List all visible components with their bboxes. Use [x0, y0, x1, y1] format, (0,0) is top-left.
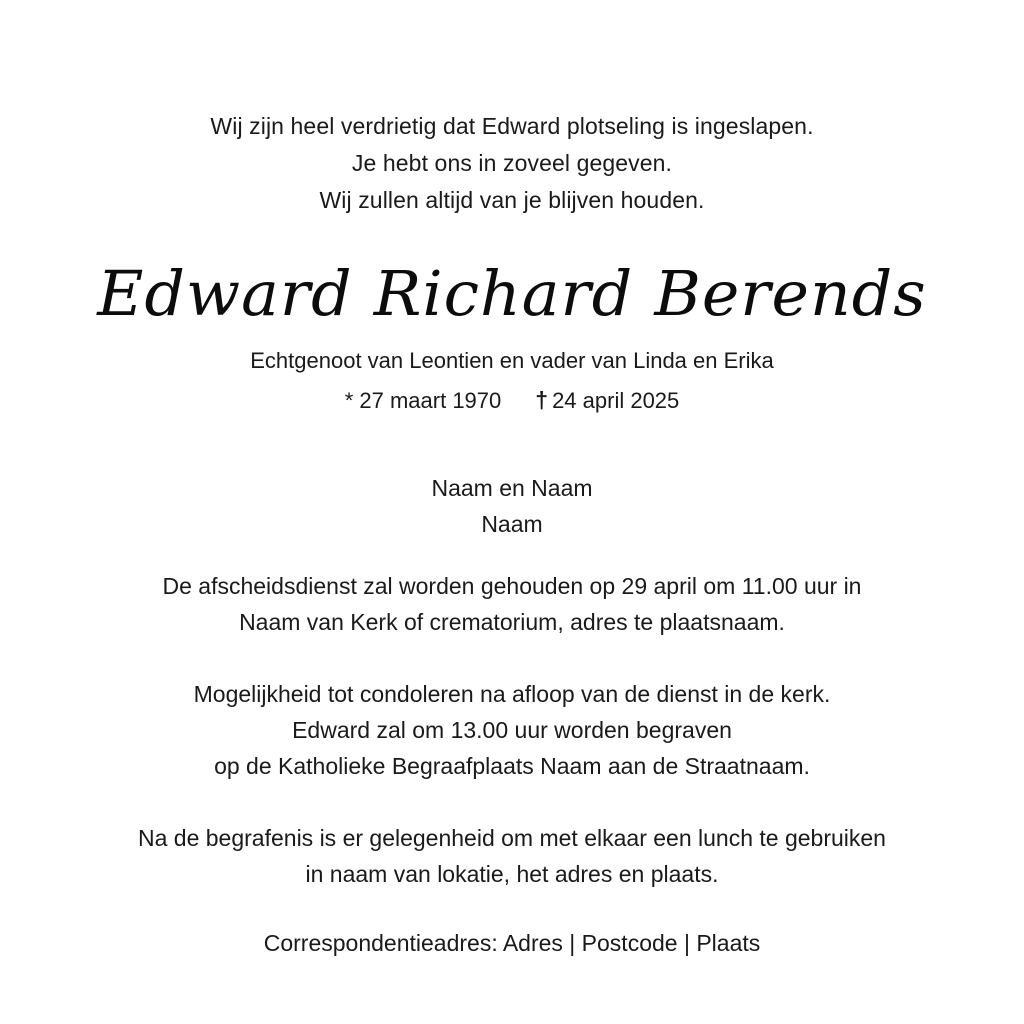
relation-line: Echtgenoot van Leontien en vader van Linda en Erika: [250, 348, 774, 373]
service-line-1: De afscheidsdienst zal worden gehouden op 29 april om 11.00 uur in: [162, 573, 862, 599]
survivors-line-1: Naam en Naam: [431, 475, 593, 501]
survivors-line-2: Naam: [481, 511, 543, 537]
birth-date: * 27 maart 1970: [344, 388, 502, 413]
condolence-line-2: Edward zal om 13.00 uur worden begraven: [292, 717, 732, 743]
deceased-name: Edward Richard Berends: [97, 257, 927, 330]
condolence-details: [194, 676, 831, 784]
death-date: [535, 383, 679, 418]
correspondence-address: Correspondentieadres: Adres | Postcode | Plaats: [263, 930, 761, 956]
lunch-line-1: Na de begrafenis is er gelegenheid om met elkaar een lunch te gebruiken: [138, 825, 886, 851]
intro-line-1: Wij zijn heel verdrietig dat Edward plotseling is ingeslapen.: [210, 113, 814, 139]
intro-line-2: Je hebt ons in zoveel gegeven.: [351, 150, 673, 176]
condolence-line-1: Mogelijkheid tot condoleren na afloop van de dienst in de kerk.: [193, 681, 831, 707]
name-block: [60, 255, 964, 418]
life-dates: [60, 383, 964, 418]
lunch-line-2: in naam van lokatie, het adres en plaats.: [305, 861, 719, 887]
death-date-text: 24 april 2025: [552, 388, 680, 413]
condolence-line-3: op de Katholieke Begraafplaats Naam aan de Straatnaam.: [214, 753, 810, 779]
survivors-block: [431, 470, 592, 542]
intro-message: [210, 108, 813, 219]
intro-line-3: Wij zullen altijd van je blijven houden.: [319, 187, 705, 213]
lunch-details: [138, 820, 886, 892]
cross-icon: †: [535, 387, 549, 413]
service-details: [163, 568, 862, 640]
service-line-2: Naam van Kerk of crematorium, adres te plaatsnaam.: [239, 609, 785, 635]
